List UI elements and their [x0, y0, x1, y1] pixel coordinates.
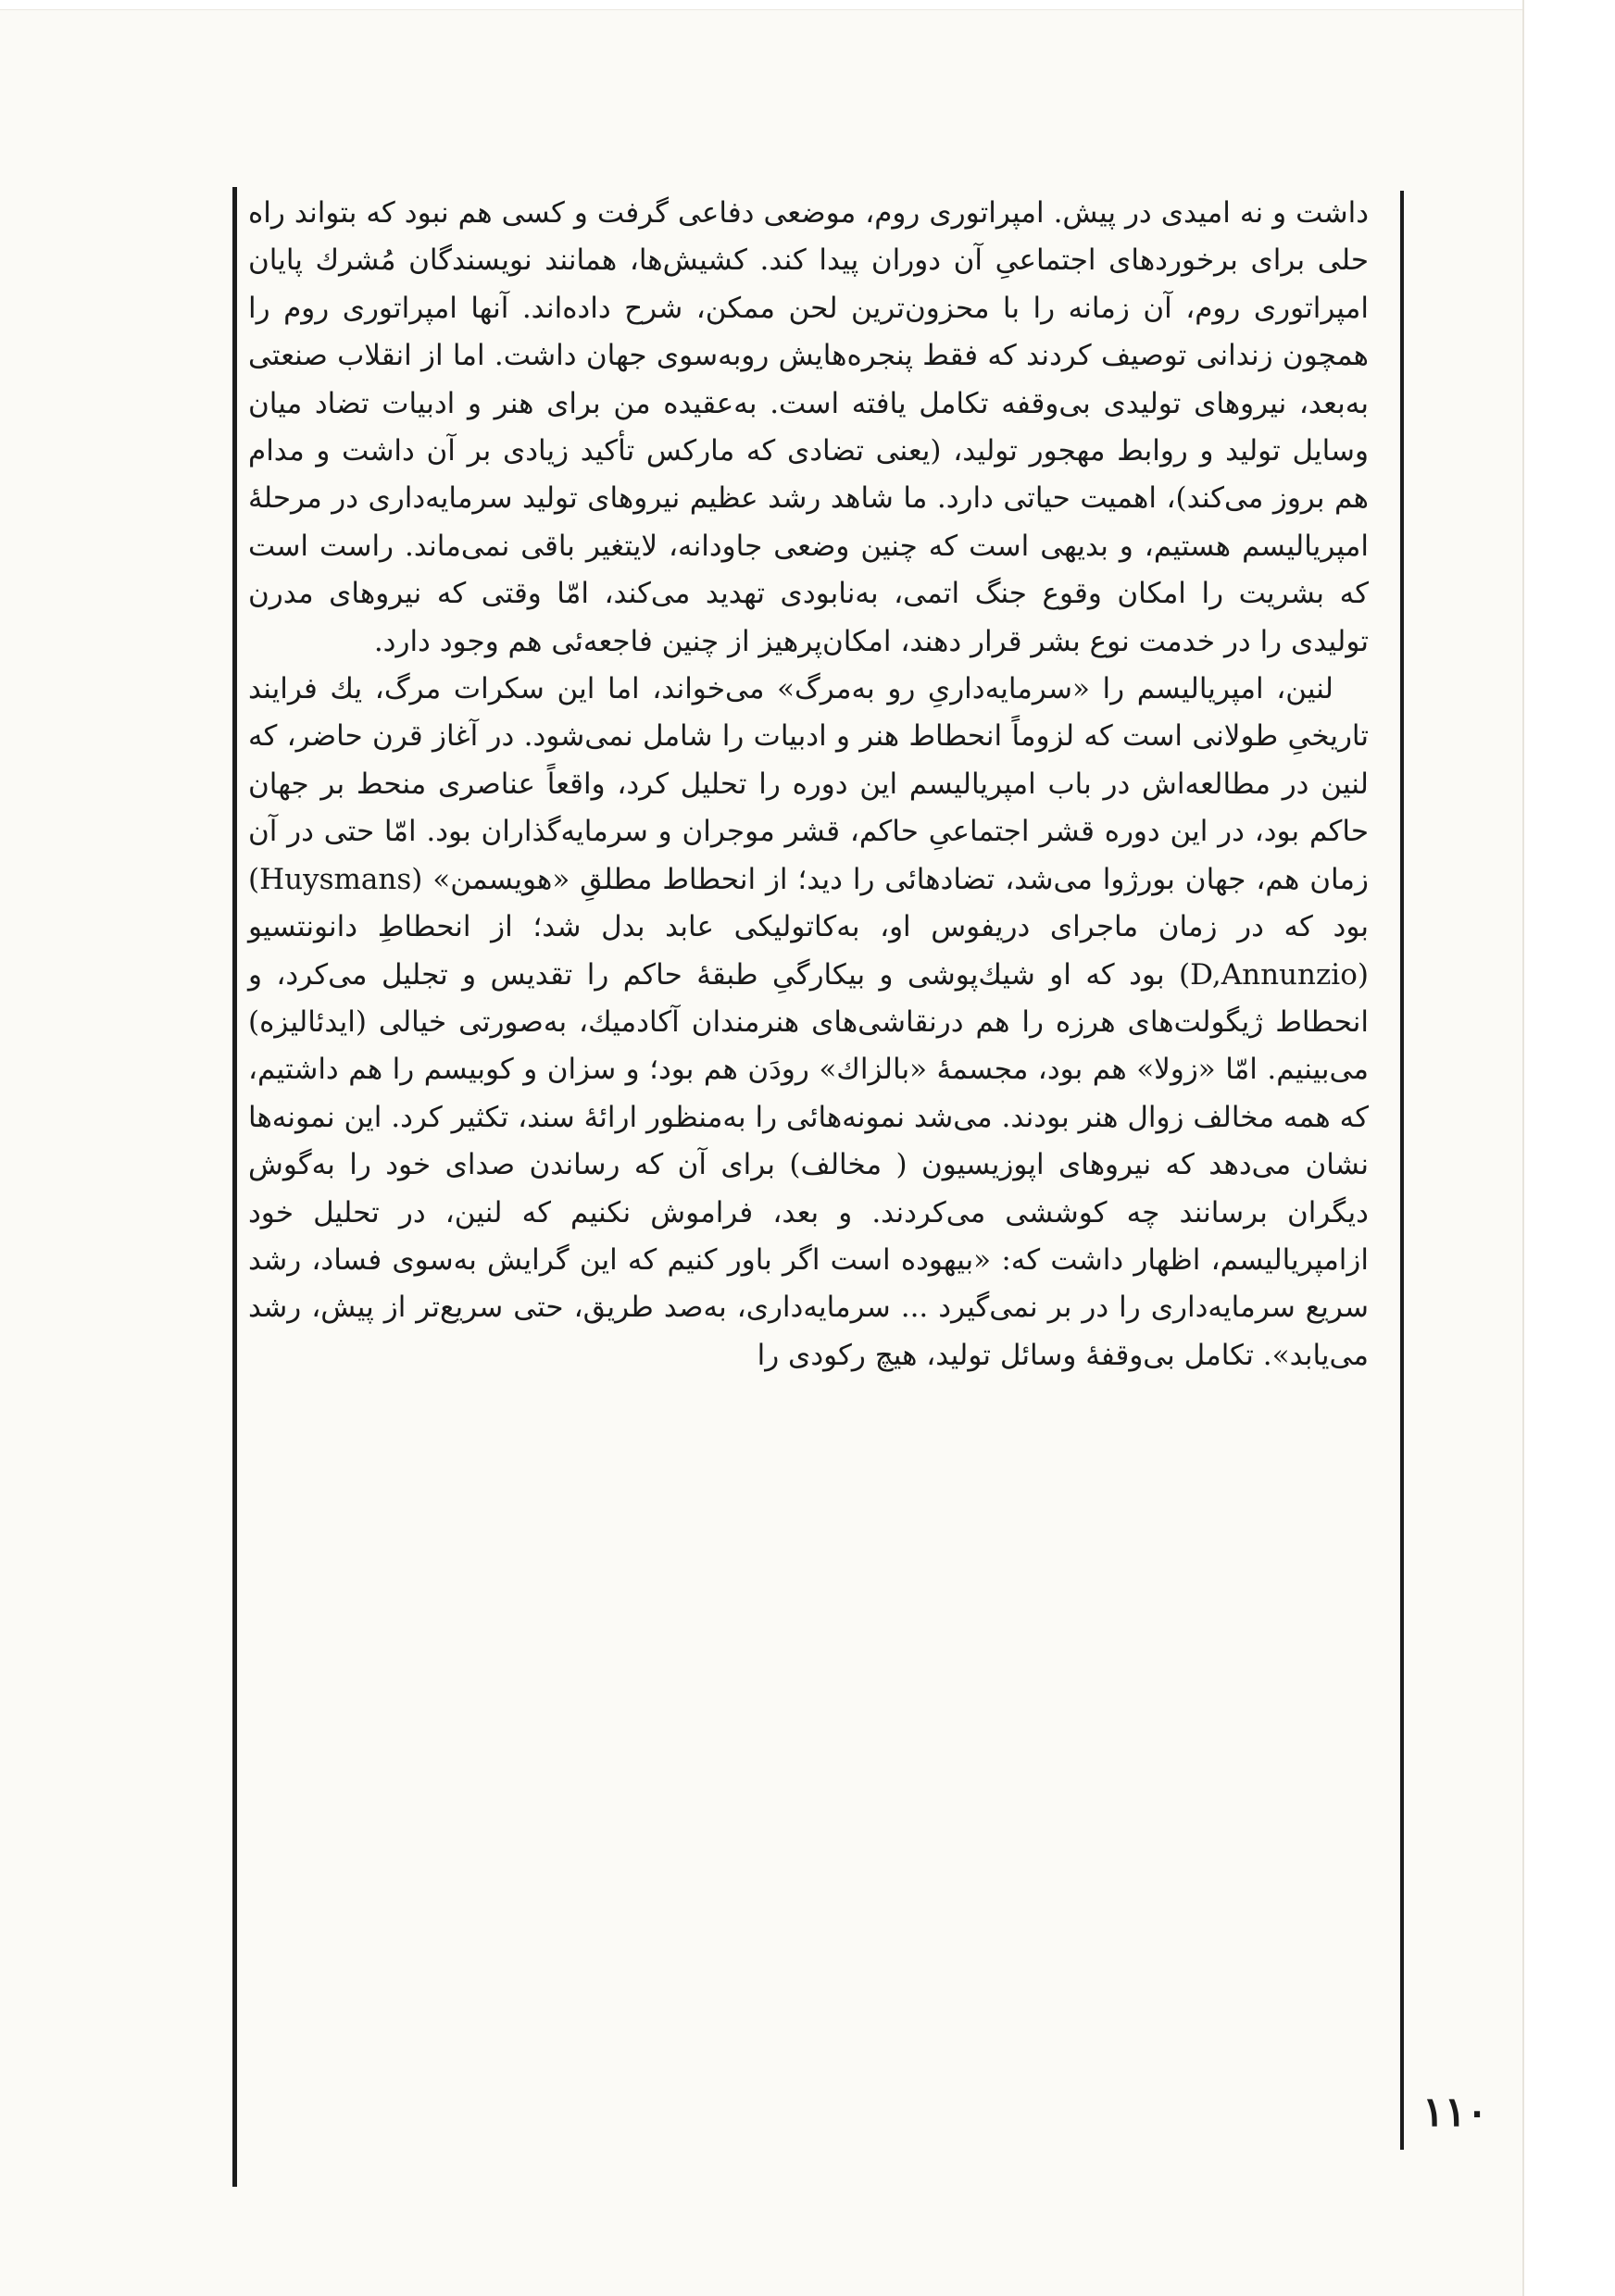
body-text	[248, 190, 1369, 1379]
scan-top-edge	[0, 0, 1615, 10]
scan-right-edge	[1522, 0, 1615, 2296]
right-margin-rule	[1400, 191, 1404, 2150]
paragraph-1: داشت و نه امیدی در پیش. امپراتوری روم، موضعی دفاعی گرفت و کسی هم نبود که بتواند راه حلی برای برخوردهای اجتماعیِ آن دوران پیدا کند. کشیش‌ها، همانند نویسندگان مُشرك پایان امپراتوری روم، آن زمانه را با محزون‌ترین لحن ممکن، شرح داده‌اند. آنها امپراتوری روم را همچون زندانی توصیف کردند که فقط پنجره‌هایش روبه‌سوی جهان داشت. اما از انقلاب صنعتی به‌بعد، نیروهای تولیدی بی‌وقفه تکامل یافته است. به‌عقیده من برای هنر و ادبیات تضاد میان وسایل تولید و روابط مهجور تولید، (یعنی تضادی که مارکس تأکید زیادی بر آن داشت و مدام هم بروز می‌کند)، اهمیت حیاتی دارد. ما شاهد رشد عظیم نیروهای تولید سرمایه‌داری در مرحلهٔ امپریالیسم هستیم، و بدیهی است که چنین وضعی جاودانه، لایتغیر باقی نمی‌ماند. راست است که بشریت را امکان وقوع جنگ اتمی، به‌نابودی تهدید می‌کند، امّا وقتی که نیروهای مدرن تولیدی را در خدمت نوع بشر قرار دهند، امکان‌پرهیز از چنین فاجعه‌ئی هم وجود دارد.	[248, 196, 1369, 658]
page-number: ۱۱۰	[1422, 2089, 1488, 2136]
left-margin-rule	[232, 187, 237, 2187]
paragraph-2: لنین، امپریالیسم را «سرمایه‌داریِ رو به‌مرگ» می‌خواند، اما این سکرات مرگ، یك فرایند تاریخیِ طولانی است که لزوماً انحطاط هنر و ادبیات را شامل نمی‌شود. در آغاز قرن حاضر، که لنین در مطالعه‌اش در باب امپریالیسم این دوره را تحلیل کرد، واقعاً عناصری منحط بر جهان حاکم بود، در این دوره قشر اجتماعیِ حاکم، قشر موجران و سرمایه‌گذاران بود. امّا حتی در آن زمان هم، جهان بورژوا می‌شد، تضادهائی را دید؛ از انحطاط مطلقِ «هویسمن» (Huysmans) بود که در زمان ماجرای دریفوس او، به‌کاتولیکی عابد بدل شد؛ از انحطاطِ دانونتسیو (D,Annunzio) بود که او شیك‌پوشی و بیکارگیِ طبقهٔ حاکم را تقدیس و تجلیل می‌کرد، و انحطاط ژیگولت‌های هرزه را هم درنقاشی‌های هنرمندان آکادمیك، به‌صورتی خیالی (ایدئالیزه) می‌بینیم. امّا «زولا» هم بود، مجسمهٔ «بالزاك» رودَن هم بود؛ و سزان و کوبیسم را هم داشتیم، که همه مخالف زوال هنر بودند. می‌شد نمونه‌هائی را به‌منظور ارائهٔ سند، تکثیر کرد. این نمونه‌ها نشان می‌دهد که نیروهای اپوزیسیون ( مخالف) برای آن که رساندن صدای خود را به‌گوش دیگران برسانند چه کوششی می‌کردند. و بعد، فراموش نکنیم که لنین، در تحلیل خود ازامپریالیسم، اظهار داشت که: «بیهوده است اگر باور کنیم که این گرایش به‌سوی فساد، رشد سریع سرمایه‌داری را در بر نمی‌گیرد ... سرمایه‌داری، به‌صد طریق، حتی سریع‌تر از پیش، رشد می‌یابد». تکامل بی‌وقفهٔ وسائل تولید، هیچ رکودی را	[248, 672, 1369, 1372]
